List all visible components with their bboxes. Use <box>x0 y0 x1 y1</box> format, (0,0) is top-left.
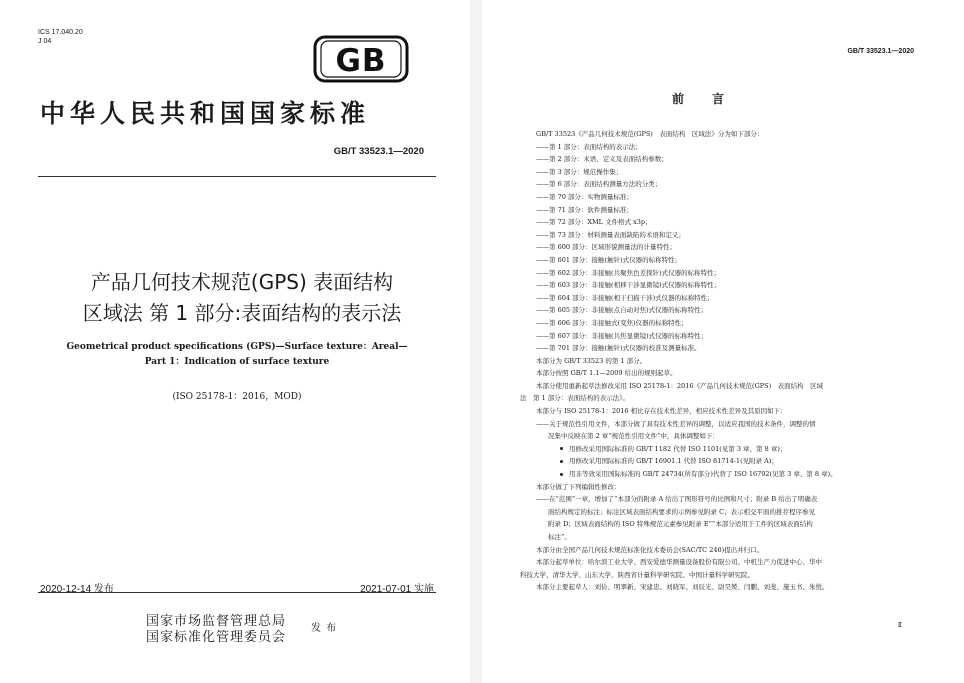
publish-label: 发 布 <box>311 623 338 634</box>
foreword-line-text: 用修改采用国际标准的 GB/T 16901.1 代替 ISO 81714-1(见附录 A)； <box>569 457 778 466</box>
foreword-line-text: 法 第 1 部分：表面结构的表示法》。 <box>520 394 630 403</box>
ics-code: ICS 17.040.20 <box>38 29 83 36</box>
foreword-bullet-line <box>520 443 930 456</box>
page-gutter <box>470 0 482 683</box>
foreword-line-text: ——第 70 部分：实物测量标准； <box>536 192 633 201</box>
foreword-line-text: ——第 2 部分：术语、定义及表面结构参数； <box>536 155 668 164</box>
issuer-line-1: 国家市场监督管理总局 <box>146 614 287 629</box>
foreword-line-text: ——第 72 部分：XML 文件格式 x3p； <box>536 218 652 227</box>
foreword-line <box>520 254 930 267</box>
foreword-line-text: ——第 600 部分：区域形貌测量法的计量特性； <box>536 243 677 252</box>
bullet-icon <box>560 447 563 450</box>
issue-date: 2020-12-14 发布 <box>40 584 114 595</box>
foreword-line-text: ——第 604 部分：非接触(相干扫描干涉)式仪器的标称特性； <box>536 293 714 302</box>
foreword-line <box>520 153 930 166</box>
foreword-line <box>520 380 930 393</box>
foreword-line <box>520 506 930 519</box>
bullet-icon <box>560 473 563 476</box>
foreword-line-text: 附录 D；区域表面结构的 ISO 特殊规范元素参见附录 E”“本部分适用于工件的区域表面结构 <box>548 520 813 529</box>
foreword-line <box>520 569 930 582</box>
classification-codes <box>38 28 83 46</box>
title-cn-line-1: 产品几何技术规范(GPS) 表面结构 <box>90 270 394 294</box>
foreword-line <box>520 531 930 544</box>
foreword-line-text: 本部分使用重新起草法修改采用 ISO 25178-1：2016《产品几何技术规范(GPS) 表面结构 区域 <box>536 381 824 390</box>
foreword-line-text: ——关于规范性引用文件，本部分做了具有技术性差异的调整，以适应我国的技术条件，调整的情 <box>536 419 816 428</box>
foreword-line-text: 况集中反映在第 2 章“规范性引用文件”中，具体调整如下： <box>548 432 719 441</box>
foreword-line <box>520 330 930 343</box>
foreword-line <box>520 178 930 191</box>
foreword-line <box>520 581 930 594</box>
foreword-line <box>520 191 930 204</box>
foreword-line <box>520 493 930 506</box>
title-cn-line-2: 区域法 第 1 部分:表面结构的表示法 <box>82 301 402 325</box>
foreword-line <box>520 405 930 418</box>
foreword-line-text: ——第 602 部分：非接触(共聚焦色差探针)式仪器的标称特性； <box>536 268 721 277</box>
foreword-line-text: 面结构规定的标注；标注区域表面结构要求的示例参见附录 C；表示相交平面的推荐程序参见 <box>548 507 816 516</box>
foreword-line-text: ——第 3 部分：规范操作集； <box>536 167 623 176</box>
foreword-line <box>520 481 930 494</box>
foreword-line <box>520 317 930 330</box>
foreword-line <box>520 216 930 229</box>
foreword-line-text: GB/T 33523《产品几何技术规范(GPS) 表面结构 区域法》分为如下部分： <box>536 130 764 138</box>
foreword-line-text: 用非等效采用国际标准的 GB/T 24734(所有部分)代替了 ISO 16792(见第 3 章、第 8 章)。 <box>569 470 837 479</box>
foreword-line <box>520 556 930 569</box>
foreword-line-text: ——第 605 部分：非接触(点自动对焦)式仪器的标称特性； <box>536 306 708 315</box>
title-en-line-1: Geometrical product specifications (GPS)—Surface texture：Areal— <box>66 342 408 352</box>
page-number: Ⅱ <box>897 622 902 629</box>
divider <box>38 592 436 593</box>
national-standard-title: 中华人民共和国国家标准 <box>40 99 371 128</box>
foreword-heading: 前言 <box>672 92 753 106</box>
svg-text:GB: GB <box>335 43 387 79</box>
foreword-body <box>520 128 930 594</box>
foreword-line-text: 本部分与 ISO 25178-1：2016 相比存在技术性差异，相应技术性差异及其原因如下： <box>536 407 787 416</box>
foreword-line-text: ——第 701 部分：接触(触针)式仪器的校准及测量标准。 <box>536 344 701 353</box>
foreword-line <box>520 166 930 179</box>
foreword-line <box>520 267 930 280</box>
cover-page <box>0 0 470 683</box>
title-en-line-2: Part 1：Indication of surface texture <box>144 357 330 367</box>
foreword-line-text: ——第 1 部分：表面结构的表示法； <box>536 142 642 151</box>
standard-number: GB/T 33523.1—2020 <box>333 146 424 157</box>
foreword-line <box>520 355 930 368</box>
standard-number-header: GB/T 33523.1—2020 <box>847 48 914 55</box>
foreword-page <box>482 0 964 683</box>
foreword-line <box>520 241 930 254</box>
foreword-line-text: 科技大学、清华大学、山东大学、陕西省计量科学研究院、中国计量科学研究院。 <box>520 570 754 579</box>
foreword-line <box>520 304 930 317</box>
foreword-bullet-line <box>520 455 930 468</box>
foreword-line-text: ——第 601 部分：接触(触针)式仪器的标称特性； <box>536 255 682 264</box>
iso-reference: (ISO 25178-1：2016，MOD) <box>172 392 302 402</box>
ccs-code: J 04 <box>38 38 52 45</box>
foreword-line-text: ——第 71 部分：软件测量标准； <box>536 205 633 214</box>
foreword-line-text: ——第 606 部分：非接触式(变焦)仪器的标称特性； <box>536 318 688 327</box>
foreword-line-text: 标注”。 <box>548 533 571 541</box>
gb-logo-icon <box>313 33 409 85</box>
foreword-line-text: ——第 603 部分：非接触(相移干涉显微镜)式仪器的标称特性； <box>536 281 721 290</box>
foreword-line <box>520 544 930 557</box>
foreword-line <box>520 367 930 380</box>
foreword-line <box>520 418 930 431</box>
foreword-bullet-line <box>520 468 930 481</box>
foreword-line <box>520 128 930 141</box>
foreword-line-text: 本部分为 GB/T 33523 的第 1 部分。 <box>536 356 647 365</box>
foreword-line <box>520 430 930 443</box>
bullet-icon <box>560 460 563 463</box>
foreword-line-text: 本部分按照 GB/T 1.1—2009 给出的规则起草。 <box>536 369 677 378</box>
foreword-line-text: ——在“范围”一章，增加了“本部分的附录 A 给出了图形符号的比例和尺寸；附录 B 给出了明确表 <box>536 495 818 504</box>
foreword-line-text: 本部分由全国产品几何技术规范标准化技术委员会(SAC/TC 240)提出并归口。 <box>536 545 764 554</box>
foreword-line-text: ——第 607 部分：非接触(共焦显微镜)式仪器的标称特性； <box>536 331 708 340</box>
foreword-line-text: ——第 6 部分：表面结构测量方法的分类； <box>536 180 662 189</box>
foreword-line-text: ——第 73 部分：材料测量表面缺陷的术语和定义； <box>536 230 685 239</box>
foreword-line <box>520 392 930 405</box>
foreword-line <box>520 204 930 217</box>
foreword-line-text: 用修改采用国际标准的 GB/T 1182 代替 ISO 1101(见第 3 章、第 8 章)； <box>569 444 787 453</box>
foreword-line-text: 本部分主要起草人：刘俭、明翠新、宋建忠、刘晓军、刘辰光、尉昊赟、闫鹏、刘斐、施玉书、朱悦。 <box>536 583 829 592</box>
foreword-line <box>520 279 930 292</box>
foreword-line <box>520 229 930 242</box>
issuer-line-2: 国家标准化管理委员会 <box>146 630 287 645</box>
divider <box>38 176 436 177</box>
foreword-line <box>520 292 930 305</box>
foreword-line-text: 本部分起草单位：哈尔滨工业大学、西安爱德华测量设备股份有限公司、中机生产力促进中心、华中 <box>536 558 822 567</box>
foreword-line <box>520 518 930 531</box>
foreword-line-text: 本部分做了下列编辑性修改： <box>536 482 621 491</box>
foreword-line <box>520 342 930 355</box>
foreword-line <box>520 141 930 154</box>
implementation-date: 2021-07-01 实施 <box>360 584 434 595</box>
